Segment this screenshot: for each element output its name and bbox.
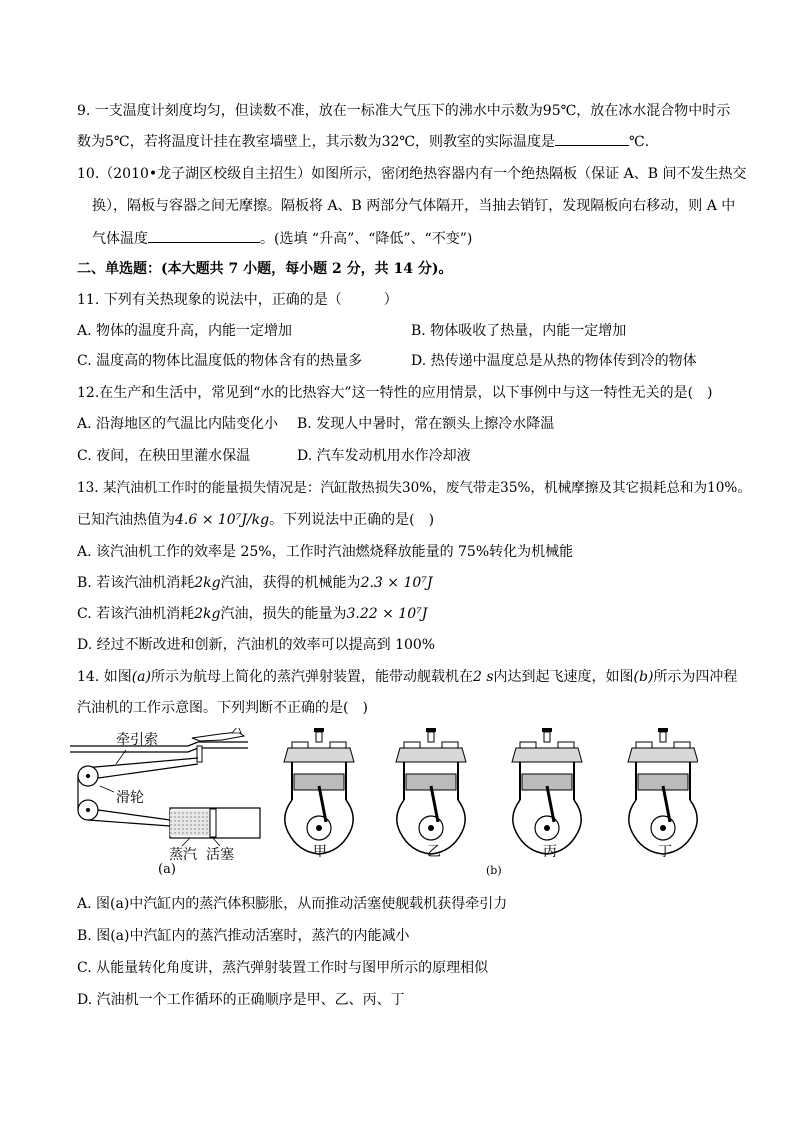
- q14-stem-line1: [77, 667, 737, 687]
- q11-option-d[interactable]: D. 热传递中温度总是从热的物体传到冷的物体: [411, 353, 697, 369]
- q10-line3: [92, 228, 472, 249]
- q13-b-text1: B. 若该汽油机消耗: [77, 575, 195, 591]
- q13-heat-value: 4.6 × 10⁷J/kg: [175, 512, 270, 528]
- q14-option-d[interactable]: D. 汽油机一个工作循环的正确顺序是甲、乙、丙、丁: [77, 992, 405, 1008]
- q10-options: 。(选填 “升高”、“降低”、“不变”): [260, 231, 473, 247]
- q14-stem-part2: 所示为航母上简化的蒸汽弹射装置，能带动舰载机在: [151, 669, 473, 685]
- engine-jia: [284, 728, 354, 854]
- q13-stem-line2: [77, 510, 434, 530]
- q13-c-text2: 汽油，损失的能量为: [220, 606, 347, 622]
- q13-option-a[interactable]: A. 该汽油机工作的效率是 25%，工作时汽油燃烧释放能量的 75%转化为机械能: [77, 544, 574, 560]
- rope-bottom: [98, 810, 170, 820]
- piston: [210, 809, 216, 837]
- q10-answer-blank[interactable]: [148, 228, 260, 243]
- q13-b-mass: 2kg: [194, 575, 221, 591]
- q10-line3-text: 气体温度: [92, 231, 148, 247]
- engine-label-3: 丙: [543, 844, 557, 860]
- label-steam: 蒸汽: [169, 847, 197, 863]
- q10-line2: 换），隔板与容器之间无摩擦。隔板将 A、B 两部分气体隔开，当抽去销钉，发现隔板向右移动，则 A 中: [92, 198, 736, 214]
- rope-connector: [197, 746, 202, 762]
- engine-label-4: 丁: [658, 844, 672, 860]
- q12-stem: 12.在生产和生活中，常见到“水的比热容大”这一特性的应用情景，以下事例中与这一特性无关的是( ): [77, 385, 713, 401]
- q14-stem-part3: 内达到起飞速度，如图: [493, 669, 634, 685]
- q11-option-b[interactable]: B. 物体吸收了热量，内能一定增加: [411, 323, 627, 339]
- q12-option-d[interactable]: D. 汽车发动机用水作冷却液: [297, 448, 471, 464]
- q12-option-b[interactable]: B. 发现人中暑时，常在额头上擦冷水降温: [297, 416, 555, 432]
- q14-option-a[interactable]: A. 图(a)中汽缸内的蒸汽体积膨胀，从而推动活塞使舰载机获得牵引力: [77, 896, 508, 912]
- q13-option-c[interactable]: [77, 604, 427, 624]
- label-piston: 活塞: [206, 847, 234, 863]
- engine-yi: [396, 728, 466, 854]
- q14-figure-a-ref: (a): [131, 669, 151, 685]
- deck-line: [70, 742, 248, 746]
- q13-option-d[interactable]: D. 经过不断改进和创新，汽油机的效率可以提高到 100%: [77, 637, 436, 653]
- q13-stem-end: 。下列说法中正确的是( ): [269, 512, 435, 528]
- q13-c-mass: 2kg: [194, 606, 221, 622]
- q9-line2: [77, 131, 649, 152]
- q13-b-value: 2.3 × 10⁷J: [360, 575, 433, 591]
- figure-a-steam-catapult: [70, 728, 270, 878]
- q9-line2-text: 数为5℃，若将温度计挂在教室墙壁上，其示数为32℃，则教室的实际温度是: [77, 134, 556, 150]
- engine-label-2: 乙: [427, 844, 441, 860]
- q13-option-b[interactable]: [77, 573, 433, 593]
- engine-ding: [628, 728, 698, 854]
- q13-c-text1: C. 若该汽油机消耗: [77, 606, 195, 622]
- label-pulley: 滑轮: [116, 790, 144, 806]
- q14-time: 2 s: [473, 669, 494, 685]
- q14-stem-part4: 所示为四冲程: [653, 669, 738, 685]
- q14-stem-part1: 14. 如图: [77, 669, 132, 685]
- q13-stem-text: 已知汽油热值为: [77, 512, 175, 528]
- figure-a-caption: (a): [158, 862, 176, 877]
- q14-stem-line2: 汽油机的工作示意图。下列判断不正确的是( ): [77, 700, 368, 716]
- figure-b-engine-strokes: [278, 728, 698, 878]
- deck-line-inner: [70, 748, 248, 752]
- q14-option-c[interactable]: C. 从能量转化角度讲，蒸汽弹射装置工作时与图甲所示的原理相似: [77, 960, 489, 976]
- q10-line1: 10.（2010•龙子湖区校级自主招生）如图所示，密闭绝热容器内有一个绝热隔板（保证 A、B 间不发生热交: [77, 166, 747, 182]
- aircraft-icon: [192, 728, 244, 741]
- q14-option-b[interactable]: B. 图(a)中汽缸内的蒸汽推动活塞时，蒸汽的内能减小: [77, 928, 410, 944]
- q14-figure-b-ref: (b): [633, 669, 654, 685]
- section-title: 二、单选题：(本大题共 7 小题，每小题 2 分，共 14 分)。: [77, 261, 453, 277]
- q9-unit: ℃.: [629, 134, 650, 150]
- q11-stem: 11. 下列有关热现象的说法中，正确的是（ ）: [77, 292, 398, 308]
- label-rope: 牵引索: [116, 732, 158, 748]
- q13-stem-line1: 13. 某汽油机工作时的能量损失情况是：汽缸散热损失30%，废气带走35%，机械摩擦及其它损耗总和为10%。: [77, 480, 751, 496]
- q9-line1: 9. 一支温度计刻度均匀，但读数不准，放在一标准大气压下的沸水中示数为95℃，放在冰水混合物中时示: [77, 103, 731, 119]
- q11-option-c[interactable]: C. 温度高的物体比温度低的物体含有的热量多: [77, 353, 363, 369]
- engine-label-1: 甲: [313, 844, 327, 860]
- q13-b-text2: 汽油，获得的机械能为: [220, 575, 361, 591]
- q12-option-a[interactable]: A. 沿海地区的气温比内陆变化小: [77, 416, 279, 432]
- engine-bing: [512, 728, 582, 854]
- q9-answer-blank[interactable]: [555, 131, 629, 146]
- q11-option-a[interactable]: A. 物体的温度升高，内能一定增加: [77, 323, 293, 339]
- figure-b-caption: (b): [486, 864, 502, 877]
- q13-c-value: 3.22 × 10⁷J: [346, 606, 428, 622]
- q12-option-c[interactable]: C. 夜间，在秧田里灌水保温: [77, 448, 251, 464]
